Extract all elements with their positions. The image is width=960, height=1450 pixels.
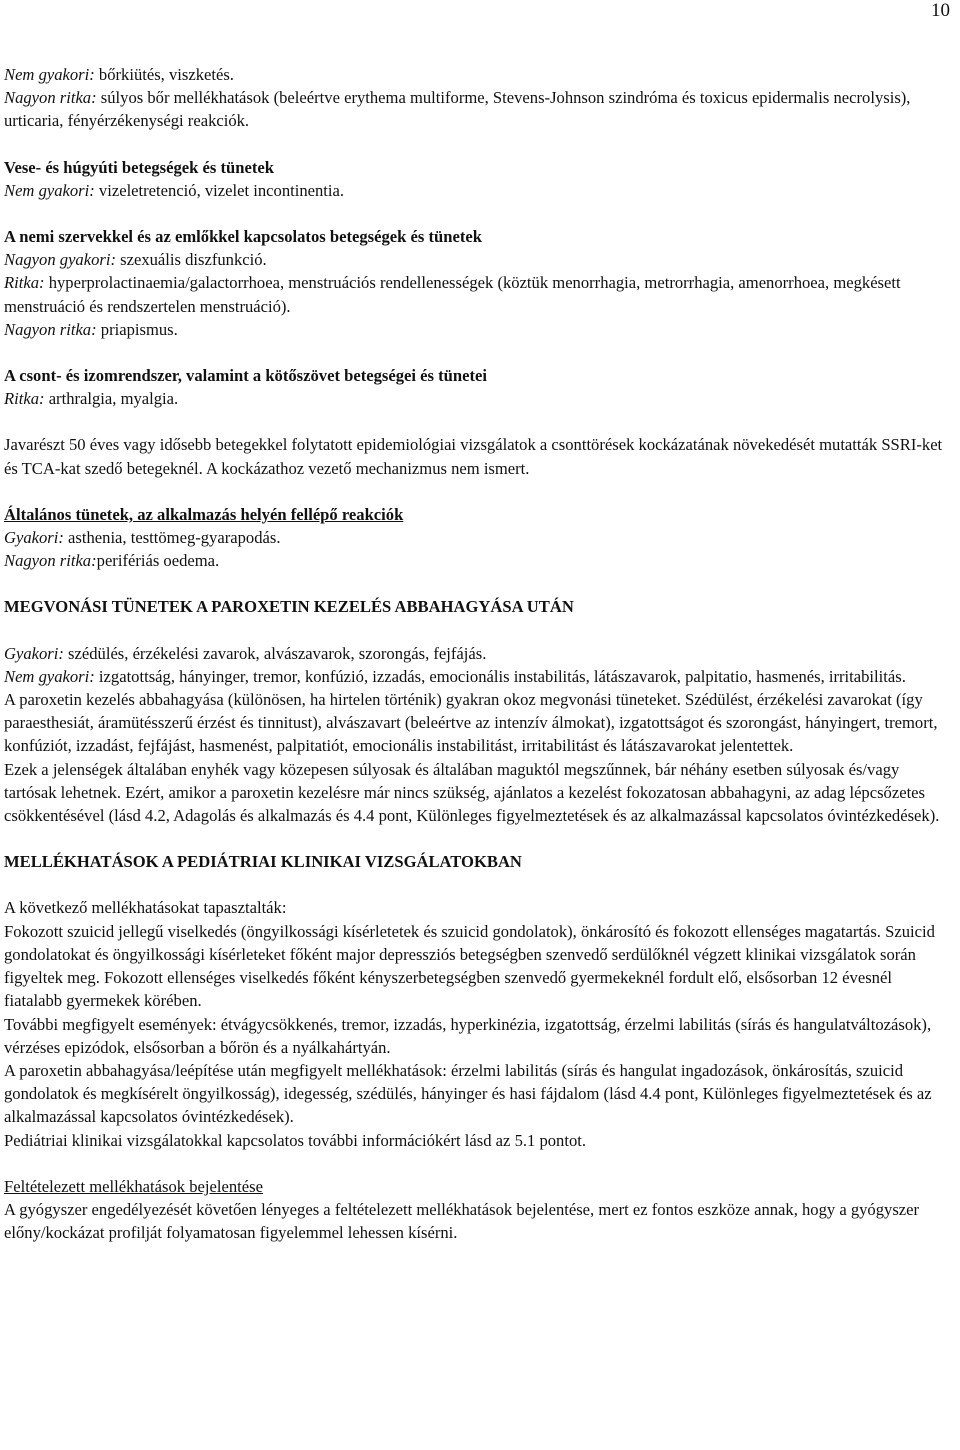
effect-text: szédülés, érzékelési zavarok, alvászavarok, szorongás, fejfájás. bbox=[63, 643, 487, 663]
frequency-label: Ritka: bbox=[4, 389, 45, 409]
frequency-label: Nem gyakori: bbox=[4, 666, 95, 686]
pediatric-heading: MELLÉKHATÁSOK A PEDIÁTRIAI KLINIKAI VIZSGÁLATOKBAN bbox=[4, 852, 522, 872]
effect-text: arthralgia, myalgia. bbox=[44, 389, 179, 409]
withdrawal-paragraph-2: Ezek a jelenségek általában enyhék vagy közepesen súlyosak és általában maguktól megszűnnek, bár néhány esetben súlyosak és/vagy tartósak lehetnek. Ezért, amikor a paroxetin kezelésre már nincs szükség, ajánlatos a kezelést fokozatosan abbahagyni, az adag lépcsőzetes csökkentésével (lásd 4.2, Adagolás és alkalmazás és 4.4 pont, Különleges figyelmeztetések és az alkalmazással kapcsolatos óvintézkedések). bbox=[4, 759, 940, 826]
page-number: 10 bbox=[931, 0, 950, 21]
reporting-paragraph: A gyógyszer engedélyezését követően lényeges a feltételezett mellékhatások bejelentése, mert ez fontos eszköze annak, hogy a gyógyszer előny/kockázat profilját folyamatosan figyelemmel lehessen kísérni. bbox=[4, 1199, 920, 1243]
frequency-label: Nagyon ritka: bbox=[4, 551, 97, 571]
reporting-heading: Feltételezett mellékhatások bejelentése bbox=[4, 1176, 263, 1196]
kidney-heading: Vese- és húgyúti betegségek és tünetek bbox=[4, 157, 274, 177]
withdrawal-paragraph-1: A paroxetin kezelés abbahagyása (különösen, ha hirtelen történik) gyakran okoz megvonási tüneteket. Szédülést, érzékelési zavarokat (így paraesthesiát, áramütésszerű érzést és tinnitust), alvászavart (beleértve az intenzív álmokat), izgatottságot és szorongást, hányingert, tremort, konfúziót, izzadást, fejfájást, hasmenést, palpitatiót, emocionális instabilitást, irritabilitást és látászavarokat jelentettek. bbox=[4, 690, 938, 756]
kidney-uncommon-line bbox=[4, 179, 952, 202]
pediatric-intro: A következő mellékhatásokat tapasztalták: bbox=[4, 898, 287, 918]
effect-text: bőrkiütés, viszketés. bbox=[94, 65, 234, 84]
pediatric-paragraph-3: A paroxetin abbahagyása/leépítése után megfigyelt mellékhatások: érzelmi labilitás (sírás és hangulat ingadozások, önkárosítás, szuicid gondolatok és megkísérelt öngyilkosság), idegesség, szédülés, hányinger és hasi fájdalom (lásd 4.4 pont, Különleges figyelmeztetések és az alkalmazással kapcsolatos óvintézkedések). bbox=[4, 1060, 932, 1127]
effect-text: izgatottság, hányinger, tremor, konfúzió, izzadás, emocionális instabilitás, látászavarok, palpitatio, hasmenés, irritabilitás. bbox=[94, 666, 906, 686]
pediatric-paragraph-2: További megfigyelt események: étvágycsökkenés, tremor, izzadás, hyperkinézia, izgatottság, érzelmi labilitás (sírás és hangulatváltozások), vérzéses epizódok, elsősorban a bőrön és a nyálkahártyán. bbox=[4, 1014, 932, 1057]
frequency-label: Ritka: bbox=[4, 273, 45, 293]
effect-text: súlyos bőr mellékhatások (beleértve erythema multiforme, Stevens-Johnson szindróma és toxicus epidermalis necrolysis), urticaria, fényérzékenységi reakciók. bbox=[4, 88, 911, 131]
effect-text: vizeletretenció, vizelet incontinentia. bbox=[94, 180, 345, 200]
page-content bbox=[4, 63, 952, 1244]
effect-text: asthenia, testtömeg-gyarapodás. bbox=[63, 528, 281, 548]
effect-text: szexuális diszfunkció. bbox=[115, 250, 267, 270]
frequency-label: Gyakori: bbox=[4, 643, 64, 663]
fracture-risk-paragraph: Javarészt 50 éves vagy idősebb betegekkel folytatott epidemiológiai vizsgálatok a csonttörések kockázatának növekedését mutatták SSRI-ket és TCA-kat szedő betegeknél. A kockázathoz vezető mechanizmus nem ismert. bbox=[4, 435, 943, 478]
frequency-label: Nagyon gyakori: bbox=[4, 250, 116, 270]
musculoskeletal-heading: A csont- és izomrendszer, valamint a kötőszövet betegségei és tünetei bbox=[4, 366, 487, 386]
general-heading: Általános tünetek, az alkalmazás helyén fellépő reakciók bbox=[4, 504, 404, 524]
reproductive-rare-line bbox=[4, 271, 952, 317]
pediatric-paragraph-4: Pediátriai klinikai vizsgálatokkal kapcsolatos további információkért lásd az 5.1 pontot. bbox=[4, 1130, 587, 1150]
frequency-label: Gyakori: bbox=[4, 528, 64, 548]
reproductive-very-common-line bbox=[4, 248, 952, 271]
effect-text: hyperprolactinaemia/galactorrhoea, menstruációs rendellenességek (köztük menorrhagia, metrorrhagia, amenorrhoea, megkésett menstruáció és rendszertelen menstruáció). bbox=[4, 273, 901, 316]
withdrawal-heading: MEGVONÁSI TÜNETEK A PAROXETIN KEZELÉS ABBAHAGYÁSA UTÁN bbox=[4, 597, 574, 617]
skin-uncommon-line bbox=[4, 63, 952, 86]
general-common-line bbox=[4, 526, 952, 549]
withdrawal-common-line bbox=[4, 642, 952, 665]
effect-text: perifériás oedema. bbox=[96, 551, 220, 571]
musculoskeletal-rare-line bbox=[4, 387, 952, 410]
frequency-label: Nagyon ritka: bbox=[4, 319, 97, 339]
frequency-label: Nem gyakori: bbox=[4, 65, 95, 84]
pediatric-paragraph-1: Fokozott szuicid jellegű viselkedés (öngyilkossági kísérletetek és szuicid gondolatok), önkárosító és fokozott ellenséges magatartás. Szuicid gondolatokat és öngyilkossági kísérleteket főként major depressziós betegségben szenvedő serdülőknél végzett klinikai vizsgálatok során figyeltek meg. Fokozott ellenséges viselkedés főként kényszerbetegségben szenvedő gyermekeknél fordult elő, elsősorban 12 évesnél fiatalabb gyermekek körében. bbox=[4, 921, 935, 1011]
frequency-label: Nagyon ritka: bbox=[4, 88, 97, 108]
reproductive-very-rare-line bbox=[4, 318, 952, 341]
frequency-label: Nem gyakori: bbox=[4, 180, 95, 200]
withdrawal-uncommon-line bbox=[4, 665, 952, 688]
skin-very-rare-line bbox=[4, 86, 952, 132]
reproductive-heading: A nemi szervekkel és az emlőkkel kapcsolatos betegségek és tünetek bbox=[4, 227, 482, 247]
general-very-rare-line bbox=[4, 549, 952, 572]
effect-text: priapismus. bbox=[96, 319, 178, 339]
